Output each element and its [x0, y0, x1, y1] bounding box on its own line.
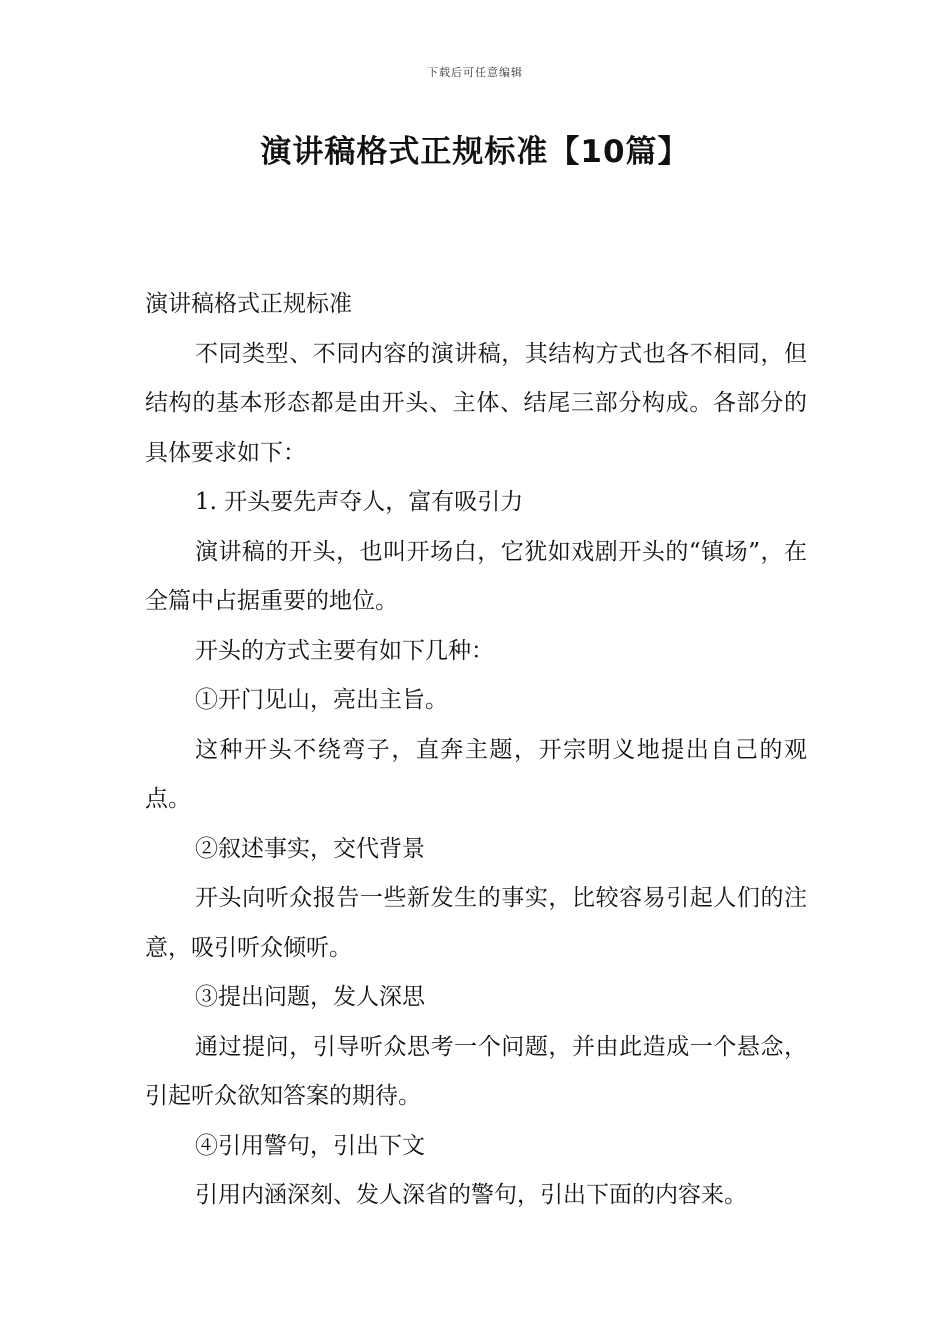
- header-note: 下载后可任意编辑: [427, 66, 523, 79]
- paragraph: 开头的方式主要有如下几种：: [195, 637, 494, 664]
- paragraph: 演讲稿的开头，也叫开场白，它犹如戏剧开头的“镇场”，在全篇中占据重要的地位。: [145, 538, 807, 614]
- paragraph: 开头向听众报告一些新发生的事实，比较容易引起人们的注意，吸引听众倾听。: [145, 885, 807, 961]
- list-item-heading: ③提出问题，发人深思: [195, 984, 425, 1010]
- subsection-heading: 1. 开头要先声夺人，富有吸引力: [195, 489, 524, 515]
- list-item-heading: ④引用警句，引出下文: [195, 1132, 425, 1159]
- paragraph: 不同类型、不同内容的演讲稿，其结构方式也各不相同，但结构的基本形态都是由开头、主体、结尾三部分构成。各部分的具体要求如下：: [145, 340, 807, 466]
- list-item-heading: ②叙述事实，交代背景: [195, 835, 425, 862]
- paragraph: 通过提问，引导听众思考一个问题，并由此造成一个悬念，引起听众欲知答案的期待。: [145, 1033, 807, 1109]
- document-title: 演讲稿格式正规标准【10篇】: [260, 134, 690, 170]
- paragraph: 这种开头不绕弯子，直奔主题，开宗明义地提出自己的观点。: [145, 736, 807, 812]
- paragraph: 引用内涵深刻、发人深省的警句，引出下面的内容来。: [195, 1182, 747, 1208]
- list-item-heading: ①开门见山，亮出主旨。: [195, 687, 448, 713]
- section-heading: 演讲稿格式正规标准: [145, 291, 352, 317]
- document-body: [145, 280, 807, 1221]
